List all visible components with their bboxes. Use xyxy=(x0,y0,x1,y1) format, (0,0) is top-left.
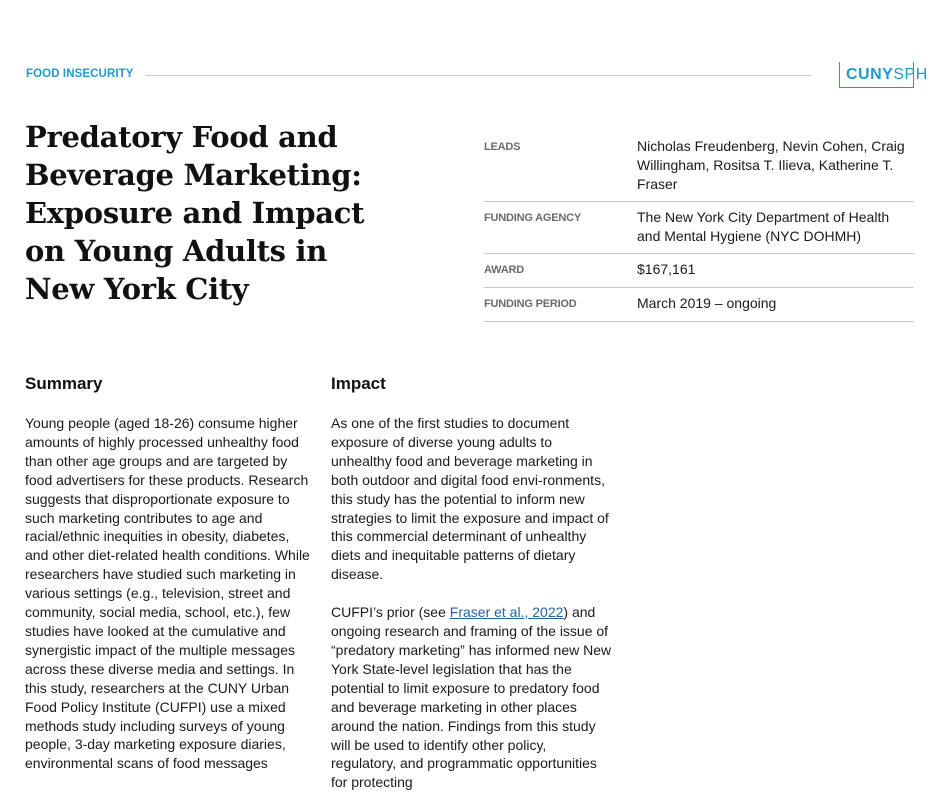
project-meta-table xyxy=(484,131,914,322)
logo-bold: CUNY xyxy=(846,66,894,83)
meta-value: March 2019 – ongoing xyxy=(637,295,777,311)
logo-light: SPH xyxy=(893,66,928,83)
section-label: FOOD INSECURITY xyxy=(26,68,134,80)
summary-paragraph: Young people (aged 18-26) consume higher amounts of highly processed unhealthy food than other age groups and are targeted by food advertisers for these products. Research suggests that disproportionate exposure to such marketing contributes to age and racial/ethnic inequities in obesity, diabetes, and other diet-related health conditions. While researchers have studied such marketing in various settings (e.g., television, street and community, social media, school, etc.), few studies have looked at the cumulative and synergistic impact of the multiple messages across these diverse media and settings. In this study, researchers at the CUNY Urban Food Policy Institute (CUFPI) use a mixed methods study including surveys of young people, 3-day marketing exposure diaries, environmental scans of food messages xyxy=(25,415,310,772)
impact-paragraph-2 xyxy=(331,603,613,792)
impact-paragraph-1: As one of the first studies to document exposure of diverse young adults to unhealthy food and beverage marketing in both outdoor and digital food envi-ronments, this study has the potential to inform new strategies to limit the exposure and impact of this commercial determinant of unhealthy diets and inequitable patterns of dietary disease. xyxy=(331,415,609,583)
impact-heading: Impact xyxy=(331,374,386,393)
meta-row-leads xyxy=(484,131,914,202)
summary-body xyxy=(25,414,310,792)
impact-body xyxy=(331,414,613,811)
page-title: Predatory Food and Beverage Marketing: Exposure and Impact on Young Adults in New York City xyxy=(25,120,365,306)
impact-text: ) and ongoing research and framing of the issue of “predatory marketing” has informed new New York State-level legislation that has the potential to limit exposure to predatory food and beverage marketing in other places around the nation. Findings from this study will be used to identify other policy, regulatory, and programmatic opportunities for protecting xyxy=(331,604,612,791)
citation-link[interactable]: Fraser et al., 2022 xyxy=(449,604,564,621)
meta-row-funding-period xyxy=(484,288,914,322)
meta-label: AWARD xyxy=(484,264,524,276)
meta-label: FUNDING AGENCY xyxy=(484,212,582,224)
impact-text: CUFPI’s prior (see xyxy=(331,604,450,621)
summary-heading: Summary xyxy=(25,374,103,393)
meta-row-award xyxy=(484,254,914,288)
meta-row-funding-agency xyxy=(484,202,914,254)
meta-label: LEADS xyxy=(484,141,521,153)
meta-value: $167,161 xyxy=(637,261,696,277)
meta-value: Nicholas Freudenberg, Nevin Cohen, Craig Willingham, Rositsa T. Ilieva, Katherine T. Fraser xyxy=(637,138,905,192)
logo-text xyxy=(846,62,928,88)
header-divider xyxy=(146,75,811,76)
cuny-sph-logo xyxy=(839,62,928,88)
meta-value: The New York City Department of Health and Mental Hygiene (NYC DOHMH) xyxy=(637,209,890,244)
meta-label: FUNDING PERIOD xyxy=(484,298,577,310)
